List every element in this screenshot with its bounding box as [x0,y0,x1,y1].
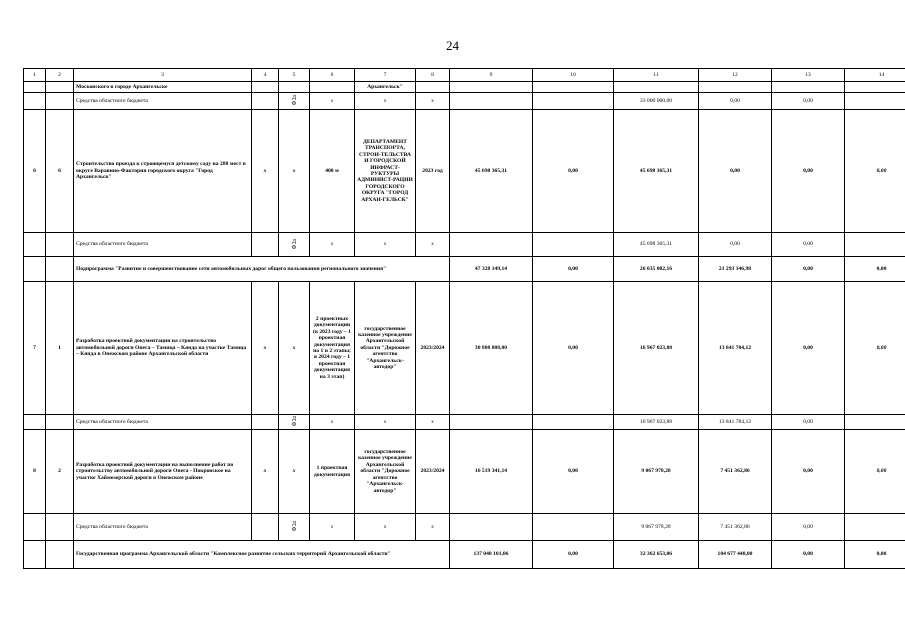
col-num: 2 [46,69,74,82]
period: 2023 год [416,110,450,233]
amount-2025: 0,00 [772,514,845,541]
table-row: 6 6 Строительство проезда к строящемуся детскому саду на 280 мест в округе Варавино-Фактория городского округа "Город Архангельск" х х 400 м ДЕПАРТАМЕНТ ТРАНСПОРТА, СТРОИ-ТЕЛЬСТВА И ГОРОДСКОЙ ИНФРАСТ-РУКТУРЫ АДМИНИСТ-РАЦИИ ГОРОДСКОГО ОКРУГА "ГОРОД АРХАН-ГЕЛЬСК" 2023 год 45 698 365,31 0,00 45 698 365,31 0,00 0,00 0,00 [24,110,905,233]
col-num: 4 [252,69,279,82]
capacity: 1 проектная документация [310,430,355,514]
cell-x: х [355,415,416,430]
total-amount: 30 808 808,00 [450,282,533,415]
amount-2023: 33 000 000,00 [614,93,699,110]
funding-source-label: Средства областного бюджета [74,93,252,110]
capacity: 400 м [310,110,355,233]
cell-x: х [416,233,450,257]
amount-2023: 9 067 978,28 [614,514,699,541]
funding-source-label: Средства областного бюджета [74,514,252,541]
cell-x: х [310,514,355,541]
funding-source-label: Средства областного бюджета [74,233,252,257]
col-num: 13 [772,69,845,82]
cell-x: х [416,93,450,110]
cell-x: х [355,93,416,110]
subprogram-name: Подпрограмма "Развитие и совершенствование сети автомобильных дорог общего пользования регионального значения" [74,257,450,282]
table-row: 8 2 Разработка проектной документации на выполнение работ по строительству автомобильной дороги Онега - Покровское на участке Хаймозерской дороги в Онежском районе х х 1 проектная документация государственное казенное учреждение Архангельской области "Дорожное агентство "Архангельск-автодор" 2023/2024 16 519 341,14 0,00 9 067 978,28 7 451 362,86 0,00 0,00 [24,430,905,514]
executor: ДЕПАРТАМЕНТ ТРАНСПОРТА, СТРОИ-ТЕЛЬСТВА И ГОРОДСКОЙ ИНФРАСТ-РУКТУРЫ АДМИНИСТ-РАЦИИ ГОРОДСКОГО ОКРУГА "ГОРОД АРХАН-ГЕЛЬСК" [355,110,416,233]
funding-source-row [24,415,905,430]
col-num: 3 [74,69,252,82]
amount-2023: 16 967 023,88 [614,415,699,430]
item-name: Разработка проектной документации на выполнение работ по строительству автомобильной дороги Онега - Покровское на участке Хаймозерской дороги в Онежском районе [74,430,252,514]
cell-x: х [355,514,416,541]
continuation-row [24,82,905,93]
item-name: Строительство проезда к строящемуся детскому саду на 280 мест в округе Варавино-Фактория городского округа "Город Архангельск" [74,110,252,233]
cell-x: х [310,233,355,257]
fact-mark: Ф [291,244,297,251]
plan-mark: Д [291,521,297,527]
cell-x: х [310,415,355,430]
subprogram-row: Подпрограмма "Развитие и совершенствование сети автомобильных дорог общего пользования регионального значения" 47 328 149,14 0,00 26 035 002,16 21 293 146,98 0,00 0,00 [24,257,905,282]
cell-x: х [416,514,450,541]
amount-2024: 13 841 784,12 [699,415,772,430]
program-row: Государственная программа Архангельской области "Комплексное развитие сельских территорий Архангельской области" 137 040 101,06 0,00 32 362 653,06 104 677 448,00 0,00 0,00 [24,541,905,569]
cell-x: х [416,415,450,430]
amount-2024: 0,00 [699,233,772,257]
table-row: 7 1 Разработка проектной документации на строительство автомобильной дороги Онега – Тамица – Кянда на участке Тамица – Кянда в Онежском районе Архангельской области х х 2 проектных документации (в 2023 году – 1 проектная документация на 1 и 2 этапы; в 2024 году – 1 проектная документация на 3 этап) государственное казенное учреждение Архангельской области "Дорожное агентство "Архангельск-автодор" 2023/2024 30 808 808,00 0,00 16 967 023,88 13 841 784,12 0,00 0,00 [24,282,905,415]
amount-2023: 45 698 365,31 [614,233,699,257]
col-num: 9 [450,69,533,82]
cell-x: х [355,233,416,257]
executor: государственное казенное учреждение Архангельской области "Дорожное агентство "Архангельск-автодор" [355,282,416,415]
total-amount: 16 519 341,14 [450,430,533,514]
col-num: 7 [355,69,416,82]
col-num: 8 [416,69,450,82]
column-number-row [24,69,905,82]
amount-2025: 0,00 [772,93,845,110]
col-num: 11 [614,69,699,82]
col-num: 1 [24,69,46,82]
funding-source-row [24,514,905,541]
amount-2024: 0,00 [699,93,772,110]
page-number: 24 [446,38,459,53]
funding-source-label: Средства областного бюджета [74,415,252,430]
fact-mark: Ф [291,422,297,428]
col-num: 14 [845,69,905,82]
plan-mark: Д [291,95,297,101]
item-name: Московского в городе Архангельске [74,82,252,93]
fact-mark: Ф [291,527,297,533]
plan-mark: Д [291,416,297,422]
executor: Архангельск" [355,82,416,93]
executor: государственное казенное учреждение Архангельской области "Дорожное агентство "Архангельск-автодор" [355,430,416,514]
period: 2023/2024 [416,282,450,415]
col-num: 10 [533,69,614,82]
amount-2024: 7 451 362,86 [699,514,772,541]
amount-2025: 0,00 [772,415,845,430]
total-amount: 45 698 365,31 [450,110,533,233]
amount-2025: 0,00 [772,233,845,257]
capacity: 2 проектных документации (в 2023 году – 1 проектная документация на 1 и 2 этапы; в 2024 году – 1 проектная документация на 3 этап) [310,282,355,415]
period: 2023/2024 [416,430,450,514]
fact-mark: Ф [291,101,297,107]
program-name: Государственная программа Архангельской области "Комплексное развитие сельских территорий Архангельской области" [74,541,450,569]
funding-source-row [24,93,905,110]
plan-mark: Д [291,238,297,245]
cell-x: х [310,93,355,110]
item-name: Разработка проектной документации на строительство автомобильной дороги Онега – Тамица – Кянда на участке Тамица – Кянда в Онежском районе Архангельской области [74,282,252,415]
col-num: 12 [699,69,772,82]
col-num: 5 [279,69,310,82]
funding-source-row [24,233,905,257]
financing-table [23,68,905,569]
col-num: 6 [310,69,355,82]
